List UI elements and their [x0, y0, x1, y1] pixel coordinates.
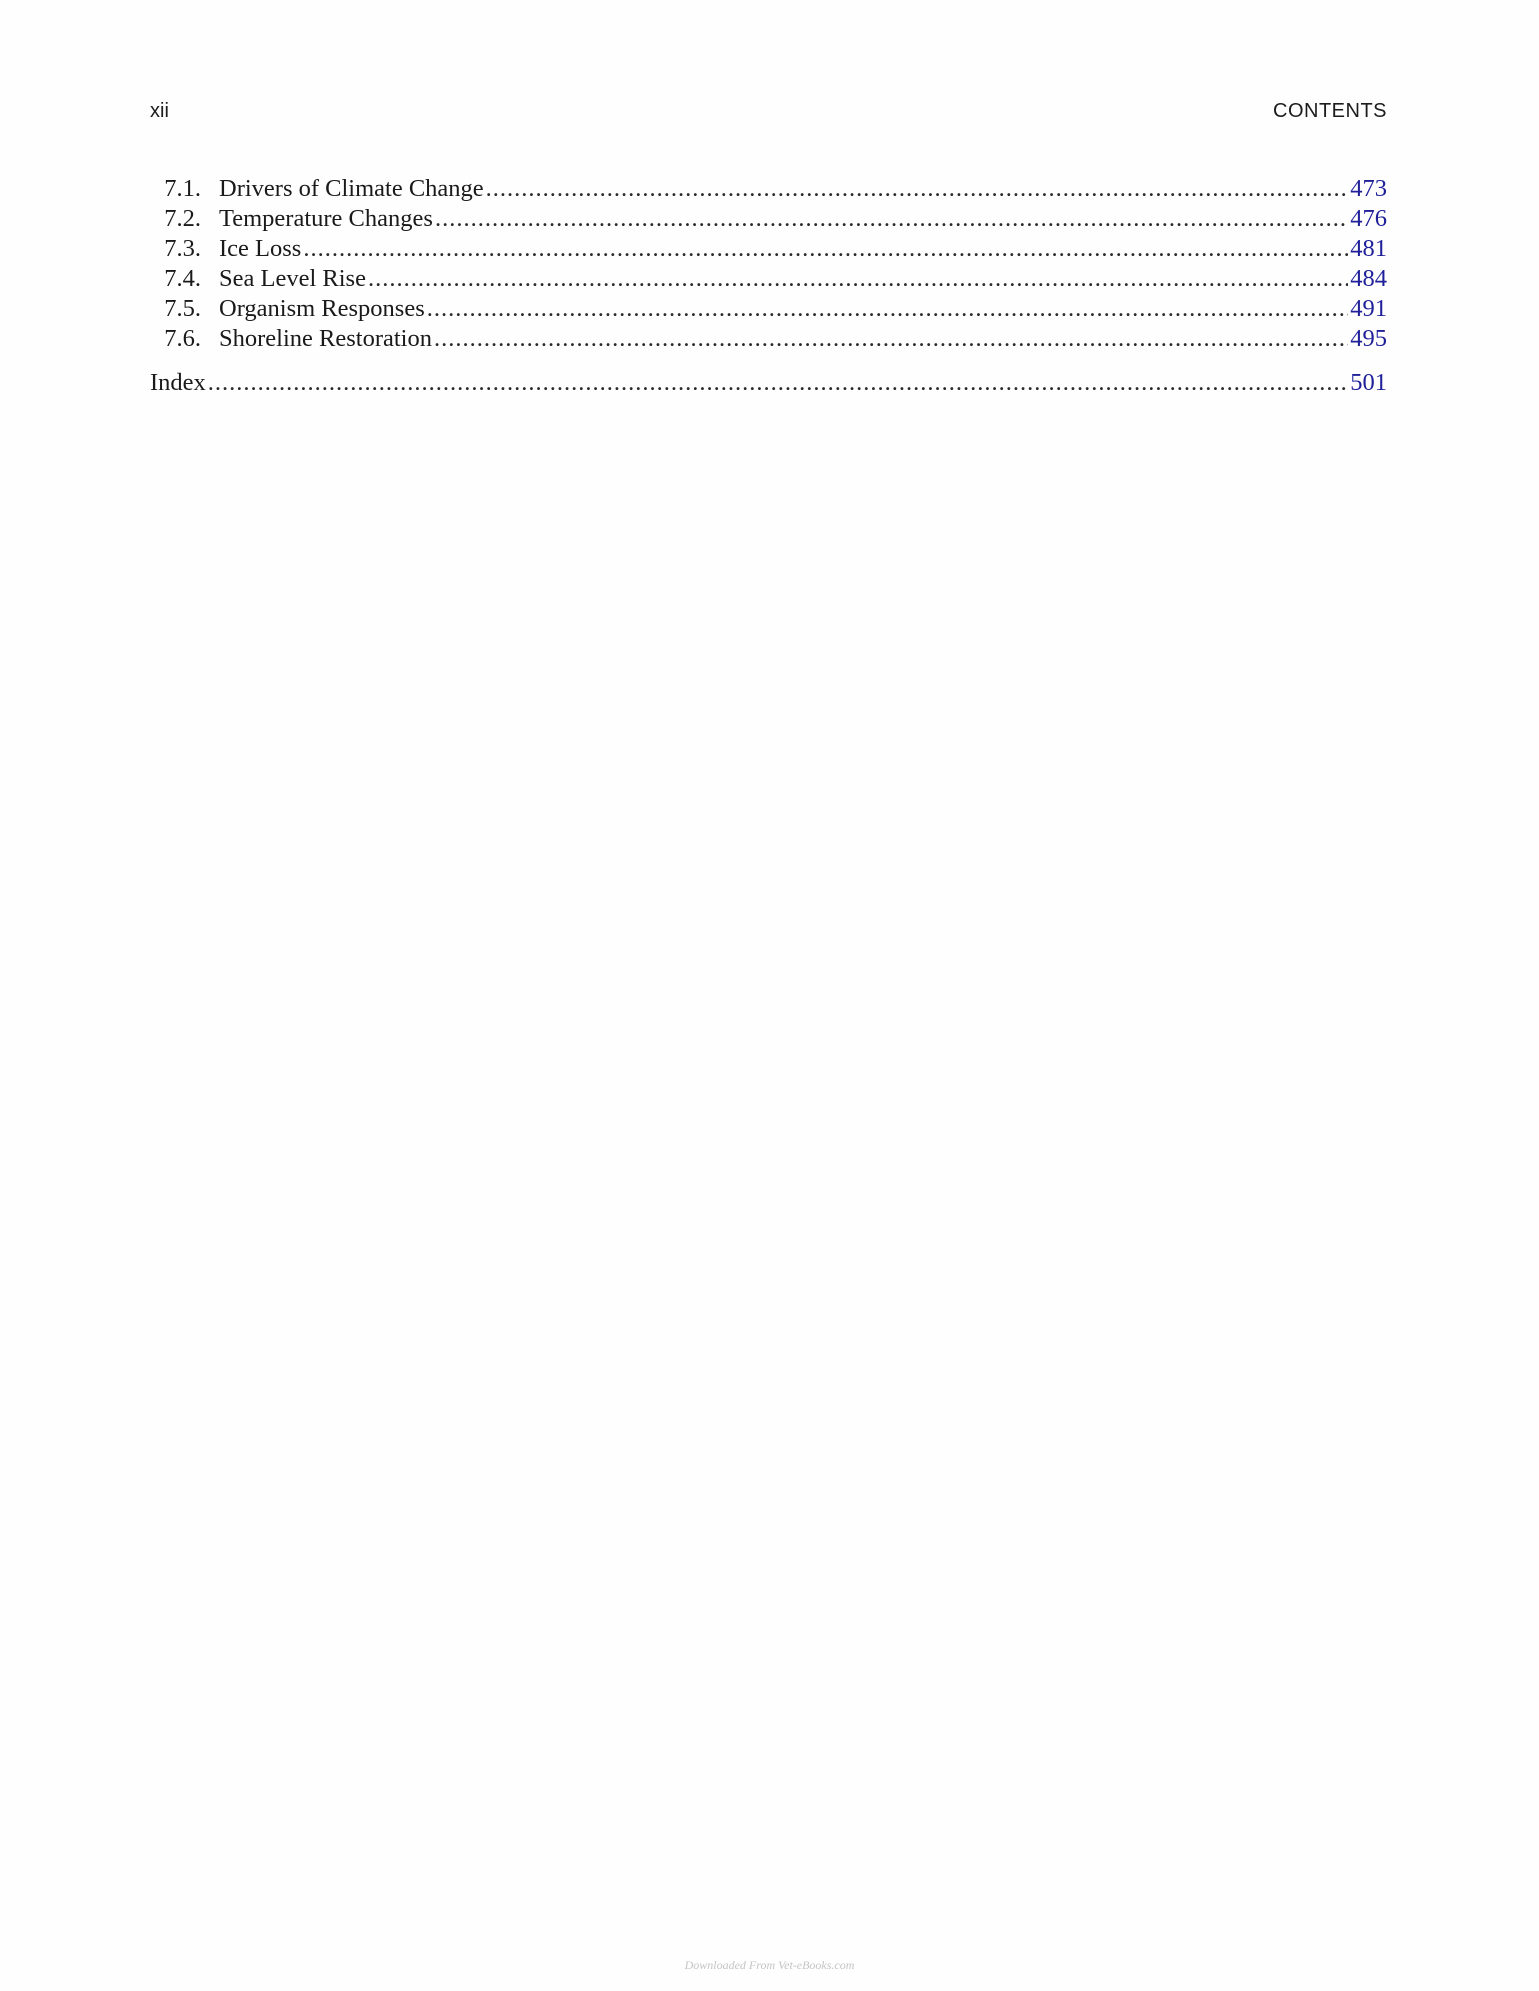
toc-page-link[interactable]: 484 [1350, 265, 1387, 292]
toc-entry-number: 7.3. [164, 235, 201, 262]
toc-entry-title: Temperature Changes [219, 205, 433, 232]
toc-entry-title: Organism Responses [219, 295, 425, 322]
toc-entry[interactable] [150, 294, 1387, 324]
dot-leader [486, 174, 1349, 204]
dot-leader [435, 204, 1348, 234]
dot-leader [434, 324, 1348, 354]
dot-leader [427, 294, 1349, 324]
running-head-title: CONTENTS [1273, 100, 1387, 122]
toc-entry-number: 7.5. [164, 295, 201, 322]
dot-leader [368, 264, 1348, 294]
toc-entry[interactable] [150, 234, 1387, 264]
toc-page-link[interactable]: 473 [1350, 175, 1387, 202]
toc-entry-title: Ice Loss [219, 235, 302, 262]
table-of-contents [150, 174, 1387, 398]
toc-entry-number: 7.6. [164, 325, 201, 352]
toc-page-link[interactable]: 491 [1350, 295, 1387, 322]
toc-page-link[interactable]: 476 [1350, 205, 1387, 232]
toc-entry-number: 7.4. [164, 265, 201, 292]
toc-entry[interactable] [150, 324, 1387, 354]
toc-entry[interactable] [150, 264, 1387, 294]
toc-page-link[interactable]: 495 [1350, 325, 1387, 352]
toc-entry-number: 7.1. [164, 175, 201, 202]
toc-entry-title: Sea Level Rise [219, 265, 366, 292]
toc-entry-number: 7.2. [164, 205, 201, 232]
toc-entry[interactable] [150, 204, 1387, 234]
toc-index-title: Index [150, 369, 206, 396]
dot-leader [208, 368, 1348, 398]
dot-leader [303, 234, 1348, 264]
running-head [150, 100, 1387, 128]
page-number: xii [150, 100, 169, 122]
toc-entry-title: Drivers of Climate Change [219, 175, 484, 202]
toc-index-entry[interactable] [150, 368, 1387, 398]
download-credit: Downloaded From Vet-eBooks.com [684, 1958, 855, 1972]
toc-entry-title: Shoreline Restoration [219, 325, 432, 352]
toc-entry[interactable] [150, 174, 1387, 204]
toc-page-link[interactable]: 481 [1350, 235, 1387, 262]
toc-index-page-link[interactable]: 501 [1350, 369, 1387, 396]
